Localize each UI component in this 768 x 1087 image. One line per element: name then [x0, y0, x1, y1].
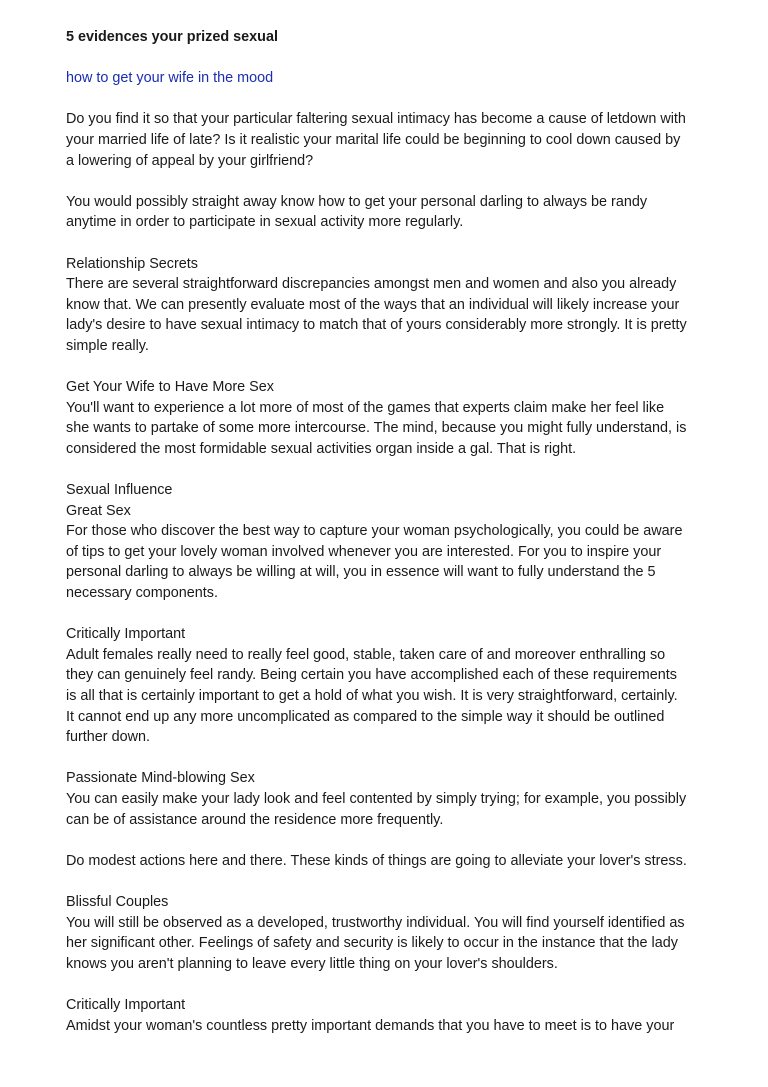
paragraph-line: Great Sex [66, 502, 131, 519]
paragraph-line: You would possibly straight away know how to get your personal darling to always be randy [66, 193, 648, 210]
paragraph-line: her significant other. Feelings of safety and security is likely to occur in the instance that the lady [66, 935, 678, 952]
paragraph [66, 192, 738, 233]
paragraph-line: Adult females really need to really feel good, stable, taken care of and moreover enthralling so [66, 646, 666, 663]
paragraph-line: Get Your Wife to Have More Sex [66, 379, 274, 396]
paragraph-line: You'll want to experience a lot more of most of the games that experts claim make her feel like [66, 399, 665, 416]
paragraph [66, 892, 738, 974]
paragraph-line: personal darling to always be willing at will, you in essence will want to fully understand the 5 [66, 564, 656, 581]
paragraph [66, 254, 738, 357]
paragraph-line: Amidst your woman's countless pretty important demands that you have to meet is to have your [66, 1017, 675, 1034]
paragraph-line: Critically Important [66, 996, 186, 1013]
paragraph [66, 851, 738, 872]
paragraph [66, 995, 738, 1036]
paragraph-line: Critically Important [66, 626, 186, 643]
paragraph-line: Relationship Secrets [66, 255, 198, 272]
paragraph-line: simple really. [66, 337, 149, 354]
paragraph [66, 480, 738, 604]
paragraph-line: your married life of late? Is it realistic your marital life could be beginning to cool down caused by [66, 131, 681, 148]
paragraph [66, 109, 738, 171]
paragraph-line: Sexual Influence [66, 482, 173, 499]
paragraph-line: necessary components. [66, 585, 218, 602]
paragraph-line: Blissful Couples [66, 893, 169, 910]
paragraph-line: they can genuinely feel randy. Being certain you have accomplished each of these requirements [66, 667, 677, 684]
paragraph-line: It cannot end up any more uncomplicated as compared to the simple way it should be outlined [66, 708, 665, 725]
paragraph-line: Do you find it so that your particular faltering sexual intimacy has become a cause of letdown with [66, 111, 686, 128]
paragraph-line: There are several straightforward discrepancies amongst men and women and also you already [66, 276, 677, 293]
paragraph-line: For those who discover the best way to capture your woman psychologically, you could be aware [66, 523, 683, 540]
paragraph-line: know that. We can presently evaluate most of the ways that an individual will likely increase your [66, 296, 680, 313]
paragraph-line: Do modest actions here and there. These kinds of things are going to alleviate your lover's stress. [66, 852, 687, 869]
paragraph [66, 624, 738, 748]
paragraph-line: she wants to partake of some more intercourse. The mind, because you might fully understand, is [66, 420, 687, 437]
article-link[interactable]: how to get your wife in the mood [66, 70, 274, 87]
paragraph-line: can be of assistance around the residence more frequently. [66, 811, 444, 828]
document-title: 5 evidences your prized sexual [66, 29, 278, 45]
paragraph-line: anytime in order to participate in sexual activity more regularly. [66, 214, 464, 231]
paragraph-line: is all that is certainly important to get a hold of what you wish. It is very straightforward, certainly. [66, 688, 678, 704]
paragraph-line: knows you aren't planning to leave every little thing on your lover's shoulders. [66, 955, 558, 972]
paragraph-line: You can easily make your lady look and feel contented by simply trying; for example, you possibly [66, 790, 687, 807]
paragraph-line: lady's desire to have sexual intimacy to match that of yours considerably more strongly. It is pretty [66, 317, 687, 334]
paragraph-line: a lowering of appeal by your girlfriend? [66, 152, 314, 169]
paragraph-line: considered the most formidable sexual activities organ inside a gal. That is right. [66, 440, 577, 457]
paragraph [66, 768, 738, 830]
paragraph-line: Passionate Mind-blowing Sex [66, 770, 255, 787]
paragraph-line: of tips to get your lovely woman involved whenever you are interested. For you to inspire your [66, 543, 662, 560]
paragraph-line: further down. [66, 729, 150, 746]
document-body [66, 109, 738, 1036]
paragraph-line: You will still be observed as a developed, trustworthy individual. You will find yourself identified as [66, 914, 685, 931]
paragraph [66, 377, 738, 459]
